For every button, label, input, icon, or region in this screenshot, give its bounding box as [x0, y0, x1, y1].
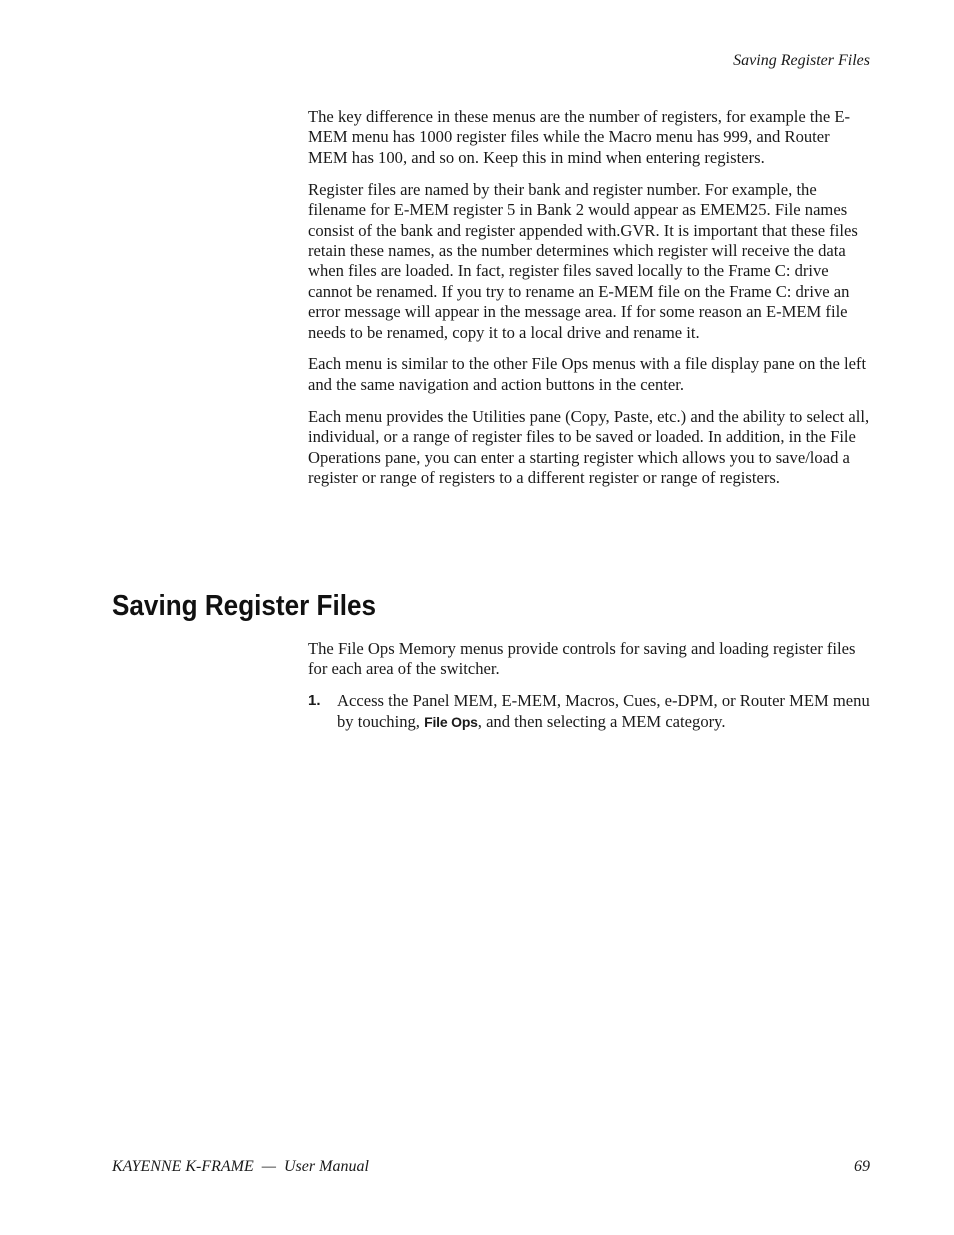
page-number: 69 [854, 1158, 870, 1175]
section-heading: Saving Register Files [112, 590, 376, 622]
step-1 [308, 691, 870, 732]
step-text-before: Access the Panel MEM, E-MEM, Macros, Cues, e-DPM, or Router MEM menu by touching, [337, 691, 870, 731]
step-text-after: , and then selecting a MEM category. [477, 711, 726, 731]
file-ops-ui-reference: File Ops [424, 713, 478, 730]
paragraph-menu-layout: Each menu is similar to the other File Ops menus with a file display pane on the left and the same navigation and action buttons in the center. [308, 354, 867, 394]
intro-text [308, 107, 870, 500]
footer-title: KAYENNE K-FRAME — User Manual [112, 1158, 369, 1175]
section-intro-paragraph: The File Ops Memory menus provide controls for saving and loading register files for each area of the switcher. [308, 639, 856, 679]
paragraph-utilities-pane: Each menu provides the Utilities pane (Copy, Paste, etc.) and the ability to select all, individual, or a range of register files to be saved or loaded. In addition, in the File Operations pane, you can enter a starting register which allows you to save/load a register or range of registers to a different register or range of registers. [308, 406, 870, 487]
paragraph-register-counts: The key difference in these menus are the number of registers, for example the E-MEM menu has 1000 register files while the Macro menu has 999, and Router MEM has 100, and so on. Keep this in mind when entering registers. [308, 107, 850, 167]
step-number: 1. [308, 692, 321, 710]
running-header: Saving Register Files [733, 52, 870, 69]
section-body [308, 639, 870, 744]
paragraph-register-naming: Register files are named by their bank and register number. For example, the filename for E-MEM register 5 in Bank 2 would appear as EMEM25. File names consist of the bank and register appended with.GVR. It is important that these files retain these names, as the number determines which register will receive the data when files are loaded. In fact, register files saved locally to the Frame C: drive cannot be renamed. If you try to rename an E-MEM file on the Frame C: drive an error message will appear in the message area. If for some reason an E-MEM file needs to be renamed, copy it to a local drive and rename it. [308, 179, 858, 342]
